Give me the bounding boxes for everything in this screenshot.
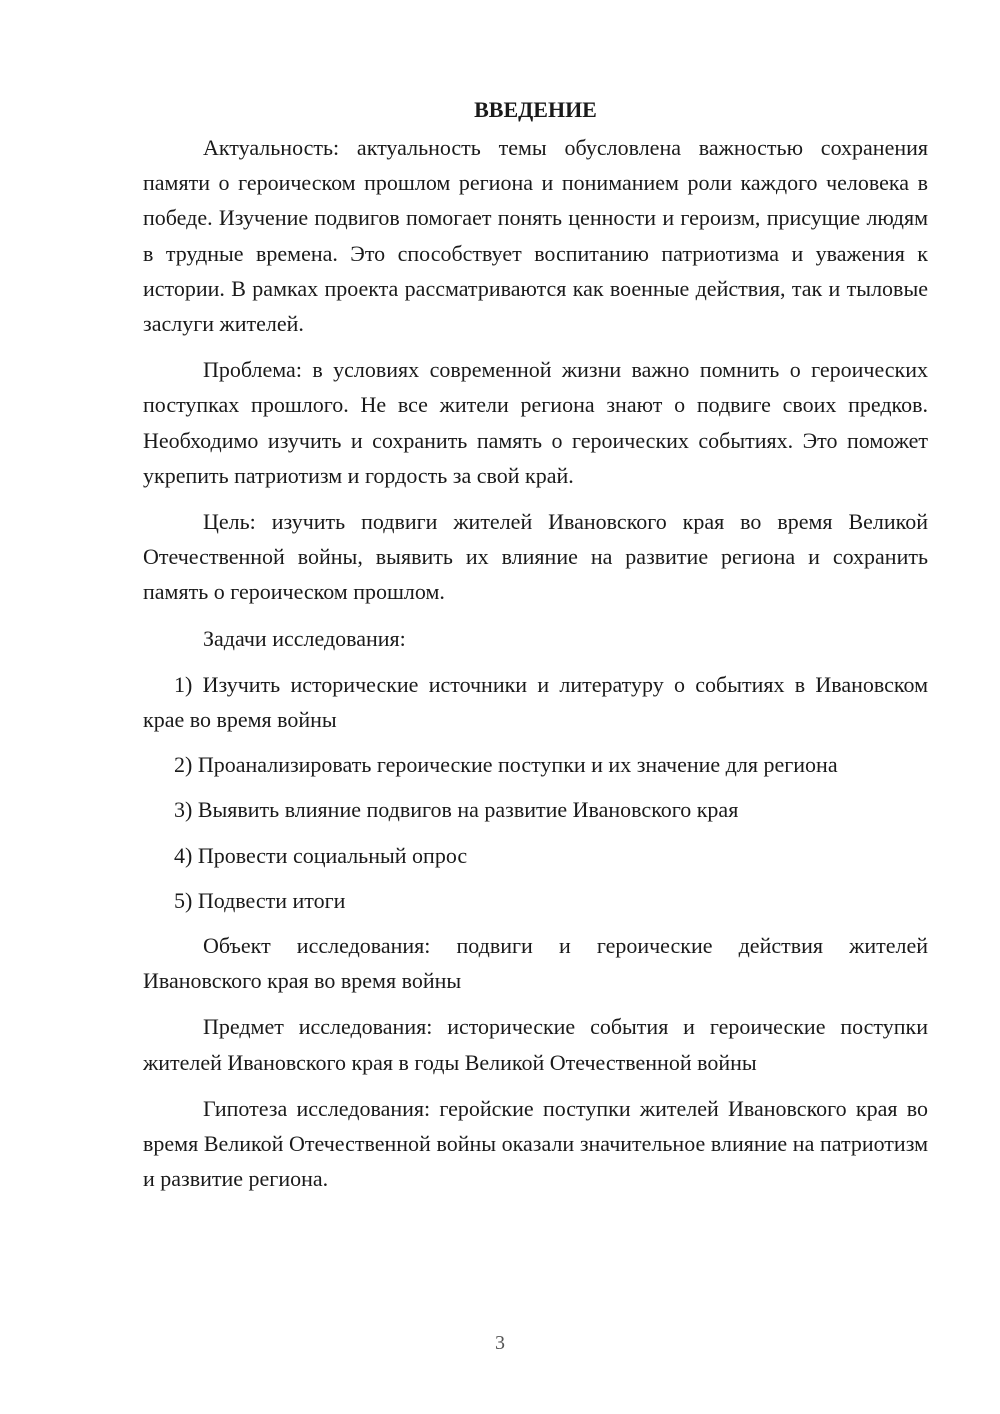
object-paragraph: Объект исследования: подвиги и героические действия жителей Ивановского края во время войны [143, 933, 928, 994]
task-item: 4) Провести социальный опрос [174, 842, 468, 868]
task-item: 1) Изучить исторические источники и литературу о событиях в Ивановском крае во время войны [143, 671, 928, 733]
section-title: ВВЕДЕНИЕ [474, 97, 597, 122]
relevance-paragraph: Актуальность: актуальность темы обусловлена важностью сохранения памяти о героическом прошлом региона и пониманием роли каждого человека в победе. Изучение подвигов помогает понять ценности и героизм, присущие людям в трудные времена. Это способствует воспитанию патриотизма и уважения к истории. В рамках проекта рассматриваются как военные действия, так и тыловые заслуги жителей. [143, 135, 928, 337]
task-item: 5) Подвести итоги [174, 887, 346, 913]
problem-paragraph: Проблема: в условиях современной жизни важно помнить о героических поступках прошлого. Не все жители региона знают о подвиге своих предков. Необходимо изучить и сохранить память о героических событиях. Это поможет укрепить патриотизм и гордость за свой край. [143, 357, 928, 488]
task-item: 2) Проанализировать героические поступки и их значение для региона [174, 752, 838, 778]
goal-paragraph: Цель: изучить подвиги жителей Ивановского края во время Великой Отечественной войны, выявить их влияние на развитие региона и сохранить память о героическом прошлом. [143, 509, 928, 605]
task-item: 3) Выявить влияние подвигов на развитие Ивановского края [174, 797, 739, 823]
document-page [143, 92, 928, 1207]
tasks-list [143, 667, 928, 918]
hypothesis-paragraph: Гипотеза исследования: геройские поступки жителей Ивановского края во время Великой Отечественной войны оказали значительное влияние на патриотизм и развитие региона. [143, 1095, 928, 1192]
page-number: 3 [495, 1332, 505, 1354]
tasks-heading: Задачи исследования: [203, 625, 406, 651]
subject-paragraph: Предмет исследования: исторические события и героические поступки жителей Ивановского края в годы Великой Отечественной войны [143, 1014, 928, 1075]
